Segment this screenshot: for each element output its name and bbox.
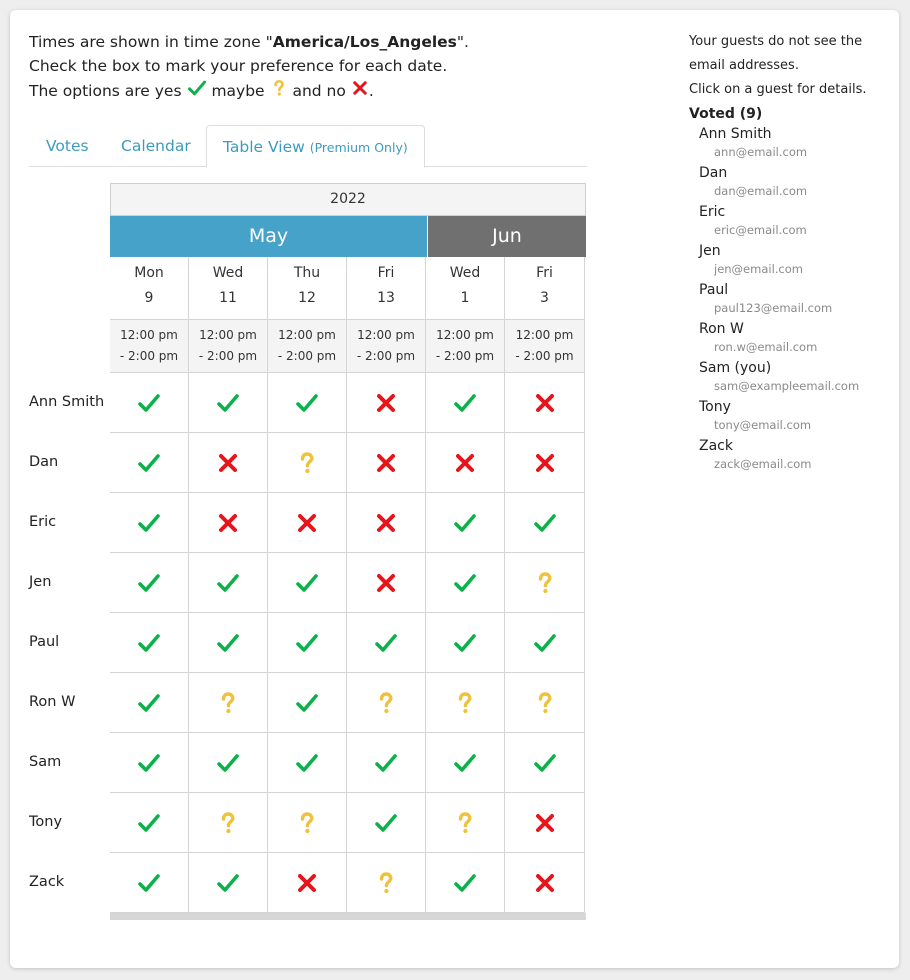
- time-slot: [110, 320, 189, 373]
- date-header: [110, 257, 189, 320]
- vote-cell: [426, 853, 505, 913]
- date-header: [505, 257, 585, 320]
- time-start: 12:00 pm: [436, 328, 494, 342]
- participant-name: Jen: [29, 574, 52, 590]
- vote-cell: [110, 553, 189, 613]
- cross-icon: [533, 871, 557, 895]
- vote-cell: [505, 373, 585, 433]
- poll-card: [10, 10, 899, 968]
- check-icon: [137, 511, 161, 535]
- check-icon: [137, 871, 161, 895]
- guest-name: Ron W: [699, 321, 744, 337]
- question-icon: [374, 691, 398, 715]
- day-of-month: 9: [144, 290, 154, 306]
- vote-cell: [347, 793, 426, 853]
- check-icon: [374, 631, 398, 655]
- check-icon: [137, 451, 161, 475]
- check-icon: [295, 751, 319, 775]
- check-icon: [453, 751, 477, 775]
- check-icon: [137, 691, 161, 715]
- check-icon: [187, 78, 207, 105]
- day-of-week: Thu: [293, 265, 321, 281]
- guest-name: Dan: [699, 165, 728, 181]
- intro-text: [29, 30, 469, 105]
- time-slot: [189, 320, 268, 373]
- check-icon: [374, 751, 398, 775]
- guest-name: Zack: [699, 438, 733, 454]
- participant-name: Ann Smith: [29, 394, 105, 410]
- guest-email: tony@email.com: [714, 418, 812, 432]
- guest-name: Tony: [699, 399, 731, 415]
- year-header: 2022: [110, 183, 586, 216]
- tab-votes[interactable]: Votes: [46, 137, 89, 155]
- day-of-week: Fri: [536, 265, 553, 281]
- guest-name: Paul: [699, 282, 729, 298]
- vote-cell: [347, 553, 426, 613]
- guest-entry[interactable]: [699, 241, 889, 278]
- cross-icon: [216, 511, 240, 535]
- timezone-name: America/Los_Angeles: [272, 33, 457, 51]
- vote-cell: [110, 793, 189, 853]
- participant-name: Sam: [29, 754, 62, 770]
- guest-entry[interactable]: [699, 124, 889, 161]
- time-end: - 2:00 pm: [277, 349, 337, 363]
- date-header: [189, 257, 268, 320]
- time-start: 12:00 pm: [357, 328, 415, 342]
- guest-email: jen@email.com: [714, 262, 803, 276]
- check-icon: [137, 571, 161, 595]
- time-start: 12:00 pm: [515, 328, 574, 342]
- cross-icon: [374, 391, 398, 415]
- vote-cell: [268, 733, 347, 793]
- participant-name: Tony: [29, 814, 63, 830]
- time-end: - 2:00 pm: [198, 349, 258, 363]
- question-icon: [216, 691, 240, 715]
- guest-entry[interactable]: [699, 358, 889, 395]
- question-icon: [533, 571, 557, 595]
- guest-email: dan@email.com: [714, 184, 808, 198]
- question-icon: [295, 811, 319, 835]
- question-icon: [533, 691, 557, 715]
- guest-email: ron.w@email.com: [714, 340, 818, 354]
- day-of-week: Wed: [449, 265, 481, 281]
- vote-cell: [347, 853, 426, 913]
- check-icon: [137, 811, 161, 835]
- cross-icon: [533, 391, 557, 415]
- instruction-line: Check the box to mark your preference for each date.: [29, 57, 448, 75]
- vote-cell: [426, 553, 505, 613]
- guest-list: [689, 124, 889, 473]
- check-icon: [533, 751, 557, 775]
- vote-cell: [505, 673, 585, 733]
- check-icon: [374, 811, 398, 835]
- vote-cell: [268, 373, 347, 433]
- participant-name: Zack: [29, 874, 65, 890]
- cross-icon: [374, 511, 398, 535]
- check-icon: [453, 391, 477, 415]
- vote-cell: [268, 433, 347, 493]
- vote-cell: [110, 373, 189, 433]
- vote-cell: [268, 493, 347, 553]
- participant-name: Paul: [29, 634, 60, 650]
- guest-sidebar: [689, 30, 889, 473]
- guest-email: eric@email.com: [714, 223, 807, 237]
- cross-icon: [453, 451, 477, 475]
- vote-cell: [426, 373, 505, 433]
- voted-count: Voted (9): [689, 106, 763, 122]
- vote-cell: [426, 733, 505, 793]
- check-icon: [295, 691, 319, 715]
- vote-cell: [189, 493, 268, 553]
- vote-cell: [268, 673, 347, 733]
- check-icon: [453, 871, 477, 895]
- check-icon: [453, 631, 477, 655]
- premium-only-label: (Premium Only): [309, 140, 408, 155]
- vote-cell: [110, 493, 189, 553]
- vote-cell: [426, 673, 505, 733]
- participant-name: Ron W: [29, 694, 76, 710]
- date-header: [347, 257, 426, 320]
- privacy-note: Your guests do not see the email addresses. Click on a guest for details.: [689, 34, 867, 97]
- cross-icon: [295, 871, 319, 895]
- month-header-jun: Jun: [427, 216, 586, 257]
- vote-cell: [347, 733, 426, 793]
- vote-cell: [347, 373, 426, 433]
- vote-cell: [426, 613, 505, 673]
- question-icon: [216, 811, 240, 835]
- cross-icon: [533, 811, 557, 835]
- guest-entry[interactable]: [699, 397, 889, 434]
- vote-cell: [505, 553, 585, 613]
- guest-entry[interactable]: [699, 202, 889, 239]
- check-icon: [216, 391, 240, 415]
- time-slot: [426, 320, 505, 373]
- vote-cell: [268, 793, 347, 853]
- check-icon: [137, 391, 161, 415]
- day-of-month: 11: [219, 290, 237, 306]
- check-icon: [216, 571, 240, 595]
- vote-cell: [189, 853, 268, 913]
- check-icon: [295, 571, 319, 595]
- guest-email: sam@exampleemail.com: [714, 379, 860, 393]
- check-icon: [137, 631, 161, 655]
- time-slot: [505, 320, 585, 373]
- vote-cell: [189, 613, 268, 673]
- view-tabs: [29, 125, 587, 167]
- vote-cell: [347, 493, 426, 553]
- vote-cell: [110, 613, 189, 673]
- day-of-month: 13: [377, 290, 395, 306]
- check-icon: [533, 511, 557, 535]
- day-of-month: 12: [298, 290, 316, 306]
- vote-cell: [268, 553, 347, 613]
- timezone-line: Times are shown in time zone "America/Los_Angeles".: [29, 33, 469, 51]
- vote-cell: [189, 793, 268, 853]
- check-icon: [453, 511, 477, 535]
- vote-cell: [189, 373, 268, 433]
- options-line: The options are yes maybe and no .: [29, 78, 469, 105]
- cross-icon: [374, 451, 398, 475]
- question-icon: [453, 691, 477, 715]
- vote-cell: [426, 433, 505, 493]
- vote-cell: [110, 673, 189, 733]
- time-slot: [268, 320, 347, 373]
- vote-cell: [110, 853, 189, 913]
- vote-cell: [505, 613, 585, 673]
- vote-cell: [110, 733, 189, 793]
- question-icon: [374, 871, 398, 895]
- guest-name: Jen: [699, 243, 721, 259]
- vote-cell: [110, 433, 189, 493]
- check-icon: [216, 871, 240, 895]
- vote-cell: [505, 433, 585, 493]
- cross-icon: [295, 511, 319, 535]
- time-start: 12:00 pm: [120, 328, 178, 342]
- day-of-month: 1: [460, 290, 470, 306]
- day-of-month: 3: [540, 290, 549, 306]
- check-icon: [295, 391, 319, 415]
- day-of-week: Wed: [212, 265, 244, 281]
- vote-cell: [426, 793, 505, 853]
- tab-calendar[interactable]: Calendar: [121, 137, 191, 155]
- check-icon: [295, 631, 319, 655]
- cross-icon: [216, 451, 240, 475]
- vote-cell: [347, 433, 426, 493]
- participant-name: Dan: [29, 454, 59, 470]
- check-icon: [137, 751, 161, 775]
- check-icon: [453, 571, 477, 595]
- day-of-week: Mon: [134, 265, 164, 281]
- time-end: - 2:00 pm: [515, 349, 574, 363]
- vote-cell: [505, 493, 585, 553]
- guest-entry[interactable]: [699, 436, 889, 473]
- vote-cell: [268, 613, 347, 673]
- question-icon: [270, 79, 288, 104]
- cross-icon: [533, 451, 557, 475]
- question-icon: [295, 451, 319, 475]
- guest-name: Eric: [699, 204, 726, 220]
- date-header: [268, 257, 347, 320]
- vote-cell: [189, 733, 268, 793]
- day-of-week: Fri: [377, 265, 395, 281]
- guest-email: paul123@email.com: [714, 301, 833, 315]
- vote-cell: [189, 553, 268, 613]
- vote-cell: [505, 853, 585, 913]
- month-header-may: May: [110, 216, 427, 257]
- guest-entry[interactable]: [699, 163, 889, 200]
- time-start: 12:00 pm: [278, 328, 336, 342]
- vote-cell: [347, 613, 426, 673]
- time-end: - 2:00 pm: [119, 349, 179, 363]
- vote-cell: [347, 673, 426, 733]
- vote-cell: [426, 493, 505, 553]
- tab-table-view[interactable]: Table View (Premium Only): [206, 125, 425, 168]
- time-end: - 2:00 pm: [356, 349, 416, 363]
- cross-icon: [351, 79, 369, 104]
- guest-email: ann@email.com: [714, 145, 808, 159]
- question-icon: [453, 811, 477, 835]
- vote-cell: [505, 733, 585, 793]
- guest-name: Sam (you): [699, 360, 772, 376]
- guest-entry[interactable]: [699, 280, 889, 317]
- guest-email: zack@email.com: [714, 457, 812, 471]
- horizontal-scrollbar[interactable]: [110, 913, 586, 920]
- check-icon: [533, 631, 557, 655]
- vote-cell: [268, 853, 347, 913]
- date-header: [426, 257, 505, 320]
- vote-cell: [189, 433, 268, 493]
- time-start: 12:00 pm: [199, 328, 257, 342]
- vote-cell: [505, 793, 585, 853]
- time-slot: [347, 320, 426, 373]
- participant-name: Eric: [29, 514, 57, 530]
- check-icon: [216, 751, 240, 775]
- guest-name: Ann Smith: [699, 126, 772, 142]
- time-end: - 2:00 pm: [435, 349, 495, 363]
- check-icon: [216, 631, 240, 655]
- guest-entry[interactable]: [699, 319, 889, 356]
- vote-cell: [189, 673, 268, 733]
- cross-icon: [374, 571, 398, 595]
